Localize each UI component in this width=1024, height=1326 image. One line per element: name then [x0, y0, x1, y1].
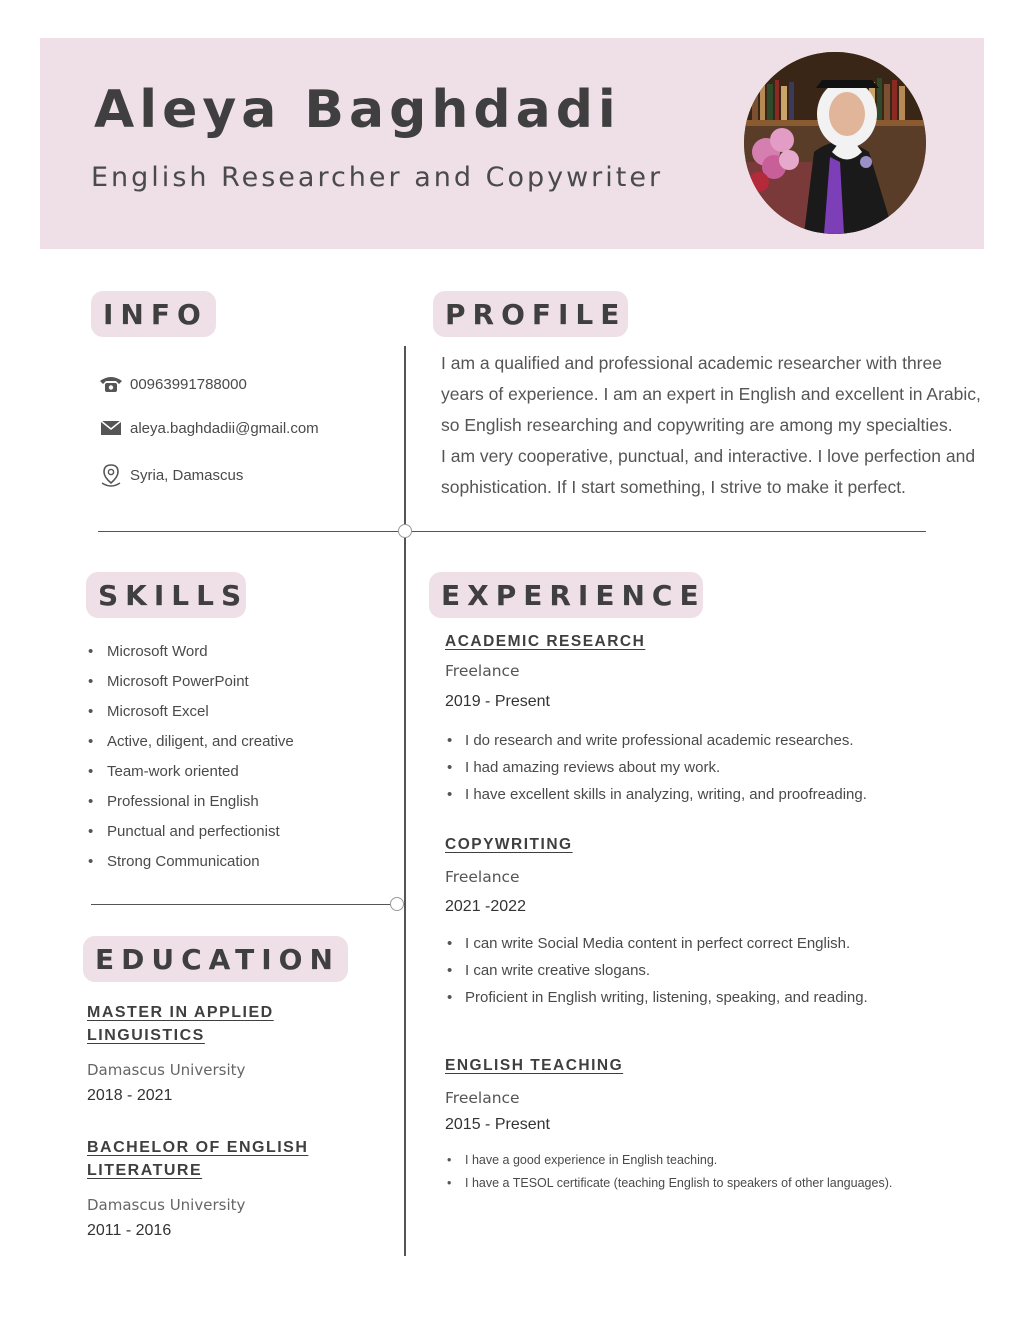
envelope-icon	[98, 416, 124, 440]
skill-item: • Microsoft Word	[88, 637, 294, 667]
profile-photo	[744, 52, 926, 234]
info-email	[98, 416, 319, 440]
job-entry	[445, 836, 1005, 1011]
vertical-divider	[404, 346, 406, 1256]
experience-heading	[429, 572, 706, 618]
job-bullet: • I have excellent skills in analyzing, writing, and proofreading.	[447, 781, 867, 808]
location-text: Syria, Damascus	[130, 466, 244, 484]
school-name: Damascus University	[87, 1061, 246, 1079]
job-bullet: • Proficient in English writing, listening, speaking, and reading.	[447, 984, 868, 1011]
job-years: 2015 - Present	[445, 1116, 550, 1133]
job-title: ACADEMIC RESEARCH	[445, 633, 646, 650]
phone-icon	[98, 372, 124, 396]
profile-line: I am a qualified and professional academic researcher with three	[441, 353, 942, 373]
location-pin-icon	[98, 463, 124, 487]
job-title: ENGLISH TEACHING	[445, 1057, 624, 1074]
education-heading	[83, 936, 348, 982]
school-name: Damascus University	[87, 1196, 246, 1214]
phone-number: 00963991788000	[130, 375, 247, 393]
degree-title-line: LINGUISTICS	[87, 1027, 205, 1044]
education-years: 2011 - 2016	[87, 1222, 172, 1239]
job-bullets	[447, 727, 867, 808]
skill-item: • Professional in English	[88, 787, 294, 817]
skills-heading	[86, 572, 249, 618]
info-heading-text: INFO	[103, 297, 208, 331]
divider-node	[398, 524, 412, 538]
education-entry	[87, 1001, 387, 1105]
education-entry	[87, 1136, 387, 1240]
profile-line: I am very cooperative, punctual, and interactive. I love perfection and	[441, 446, 976, 466]
job-entry	[445, 1057, 1005, 1197]
job-entry	[445, 633, 1005, 808]
skill-item: • Active, diligent, and creative	[88, 727, 294, 757]
degree-title-line: MASTER IN APPLIED	[87, 1004, 274, 1021]
skill-item: • Punctual and perfectionist	[88, 817, 294, 847]
job-bullet: • I have a TESOL certificate (teaching English to speakers of other languages).	[447, 1172, 892, 1195]
profile-line: sophistication. If I start something, I strive to make it perfect.	[441, 477, 906, 497]
info-location	[98, 463, 243, 487]
profile-heading	[433, 291, 628, 337]
job-bullet: • I had amazing reviews about my work.	[447, 754, 867, 781]
job-type: Freelance	[445, 662, 520, 680]
degree-title	[87, 1136, 387, 1182]
job-bullet: • I have a good experience in English teaching.	[447, 1149, 892, 1172]
profile-line: so English researching and copywriting are among my specialties.	[441, 415, 953, 435]
email-address: aleya.baghdadii@gmail.com	[130, 419, 319, 437]
info-heading	[91, 291, 216, 337]
job-bullets	[447, 930, 868, 1011]
education-years: 2018 - 2021	[87, 1087, 173, 1104]
job-bullet: • I can write Social Media content in perfect correct English.	[447, 930, 868, 957]
profile-summary	[441, 348, 1001, 503]
skills-heading-text: SKILLS	[98, 578, 249, 612]
candidate-title: English Researcher and Copywriter	[91, 162, 664, 193]
degree-title-line: BACHELOR OF ENGLISH	[87, 1139, 309, 1156]
job-years: 2021 -2022	[445, 898, 526, 915]
job-type: Freelance	[445, 1089, 520, 1107]
degree-title	[87, 1001, 387, 1047]
job-type: Freelance	[445, 868, 520, 886]
profile-line: years of experience. I am an expert in English and excellent in Arabic,	[441, 384, 981, 404]
header-banner	[40, 38, 984, 249]
job-title: COPYWRITING	[445, 836, 573, 853]
experience-heading-text: EXPERIENCE	[441, 578, 706, 612]
profile-heading-text: PROFILE	[445, 297, 627, 331]
divider-node	[390, 897, 404, 911]
horizontal-divider-top	[98, 531, 926, 532]
job-bullet: • I can write creative slogans.	[447, 957, 868, 984]
degree-title-line: LITERATURE	[87, 1162, 203, 1179]
skill-item: • Team-work oriented	[88, 757, 294, 787]
horizontal-divider-left	[91, 904, 397, 905]
skill-item: • Microsoft PowerPoint	[88, 667, 294, 697]
education-heading-text: EDUCATION	[95, 942, 340, 976]
job-bullets	[447, 1149, 892, 1195]
skills-list	[88, 637, 294, 877]
skill-item: • Microsoft Excel	[88, 697, 294, 727]
info-phone	[98, 372, 247, 396]
candidate-name: Aleya Baghdadi	[94, 80, 621, 140]
job-bullet: • I do research and write professional academic researches.	[447, 727, 867, 754]
job-years: 2019 - Present	[445, 693, 550, 710]
skill-item: • Strong Communication	[88, 847, 294, 877]
